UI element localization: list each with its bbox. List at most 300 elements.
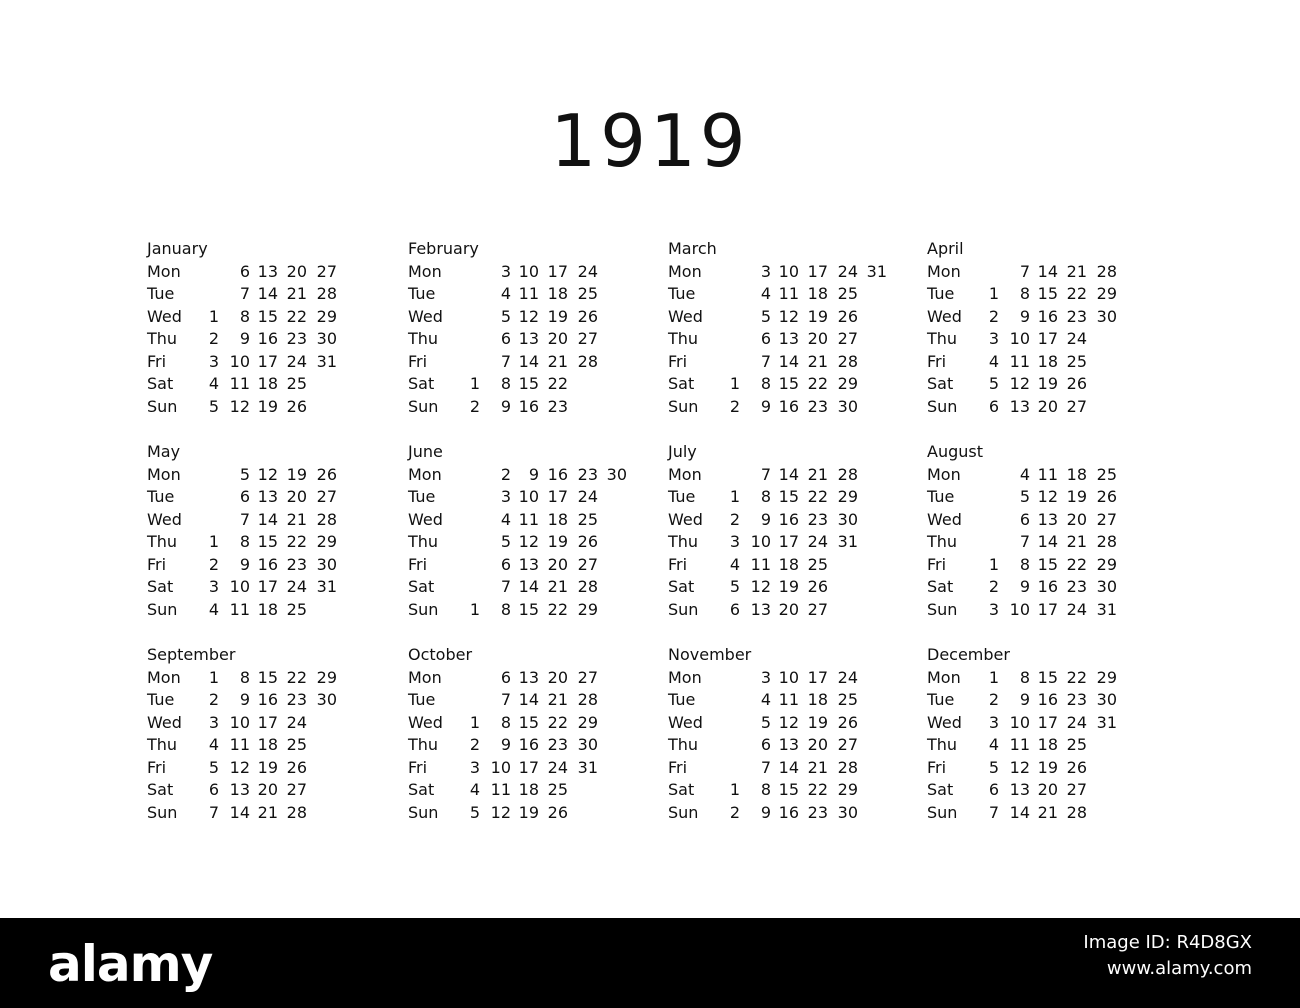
day-number: 29 xyxy=(1096,667,1117,687)
weekday-label: Sat xyxy=(927,577,954,596)
day-number xyxy=(458,531,480,553)
day-number: 23 xyxy=(1066,690,1087,709)
day-number: 29 xyxy=(837,487,858,506)
day-number: 31 xyxy=(866,261,887,281)
day-number: 29 xyxy=(1096,284,1117,303)
weekday-label: Thu xyxy=(668,735,699,754)
day-number: 13 xyxy=(518,329,539,348)
day-number: 19 xyxy=(807,712,828,732)
day-number: 8 xyxy=(239,306,250,326)
day-number: 24 xyxy=(1066,712,1087,732)
day-number xyxy=(865,283,887,305)
day-number: 12 xyxy=(229,757,250,777)
day-number: 8 xyxy=(500,712,511,732)
day-number: 24 xyxy=(577,261,598,281)
day-number: 23 xyxy=(547,735,568,754)
day-number: 27 xyxy=(1066,396,1087,416)
day-number: 5 xyxy=(760,306,771,326)
weekday-label: Fri xyxy=(147,757,167,777)
weekday-label: Sun xyxy=(147,802,178,822)
day-number: 4 xyxy=(760,690,771,709)
day-number: 10 xyxy=(229,351,250,371)
weekday-label: Mon xyxy=(147,261,181,281)
weekday-row-wed xyxy=(408,509,658,531)
day-number: 27 xyxy=(1096,509,1117,529)
weekday-label: Sat xyxy=(668,374,695,393)
day-number: 28 xyxy=(577,690,598,709)
day-number xyxy=(576,373,598,395)
day-number: 12 xyxy=(778,306,799,326)
weekday-label: Thu xyxy=(668,532,699,551)
day-number: 9 xyxy=(500,396,511,416)
weekday-row-sat xyxy=(927,373,1177,395)
day-number: 31 xyxy=(577,757,598,777)
day-number: 12 xyxy=(1009,757,1030,777)
day-number xyxy=(458,509,480,531)
day-number: 17 xyxy=(807,261,828,281)
weekday-label: Sat xyxy=(147,780,174,799)
day-number: 28 xyxy=(837,464,858,484)
day-number: 10 xyxy=(229,577,250,596)
day-number xyxy=(458,351,480,373)
image-id-text: Image ID: R4D8GX xyxy=(1083,932,1252,953)
weekday-label: Sun xyxy=(927,802,958,822)
weekday-row-mon xyxy=(408,464,658,486)
weekday-row-thu xyxy=(408,328,658,350)
day-number xyxy=(1095,373,1117,395)
day-number: 6 xyxy=(760,329,771,348)
day-number: 23 xyxy=(577,464,598,484)
day-number: 9 xyxy=(1019,690,1030,709)
day-number: 26 xyxy=(577,532,598,551)
day-number: 25 xyxy=(807,554,828,574)
day-number: 21 xyxy=(807,757,828,777)
day-number: 24 xyxy=(807,532,828,551)
day-number: 4 xyxy=(988,351,999,371)
weekday-label: Sun xyxy=(408,802,439,822)
calendar-year-title: 1919 xyxy=(550,99,750,183)
day-number: 20 xyxy=(257,780,278,799)
weekday-label: Tue xyxy=(668,487,696,506)
day-number: 20 xyxy=(547,329,568,348)
day-number: 21 xyxy=(547,351,568,371)
day-number: 10 xyxy=(518,487,539,506)
day-number: 28 xyxy=(837,351,858,371)
day-number: 5 xyxy=(988,757,999,777)
weekday-label: Sun xyxy=(927,396,958,416)
day-number: 3 xyxy=(469,757,480,777)
month-july xyxy=(668,441,918,626)
day-number: 12 xyxy=(490,802,511,822)
weekday-row-mon xyxy=(408,261,658,283)
day-number xyxy=(865,396,887,418)
day-number xyxy=(1095,802,1117,824)
day-number: 29 xyxy=(1096,554,1117,574)
day-number: 10 xyxy=(1009,329,1030,348)
day-number xyxy=(458,486,480,508)
day-number: 14 xyxy=(778,464,799,484)
weekday-row-thu xyxy=(927,734,1177,756)
weekday-label: Mon xyxy=(408,261,442,281)
day-number xyxy=(1095,757,1117,779)
month-february xyxy=(408,238,658,423)
weekday-row-fri xyxy=(668,351,918,373)
weekday-row-tue xyxy=(147,283,397,305)
day-number: 10 xyxy=(1009,599,1030,619)
weekday-label: Thu xyxy=(408,329,439,348)
day-number: 15 xyxy=(1037,284,1058,303)
day-number xyxy=(718,757,740,779)
weekday-label: Thu xyxy=(408,735,439,754)
day-number: 25 xyxy=(1066,351,1087,371)
day-number xyxy=(865,351,887,373)
weekday-label: Tue xyxy=(147,487,175,506)
day-number: 16 xyxy=(1037,306,1058,326)
day-number: 4 xyxy=(500,509,511,529)
day-number xyxy=(605,599,627,621)
day-number: 22 xyxy=(1066,554,1087,574)
day-number: 24 xyxy=(577,487,598,506)
day-number: 10 xyxy=(490,757,511,777)
day-number: 15 xyxy=(778,374,799,393)
day-number: 23 xyxy=(807,802,828,822)
day-number: 16 xyxy=(257,329,278,348)
weekday-label: Mon xyxy=(668,464,702,484)
day-number: 17 xyxy=(257,351,278,371)
day-number: 30 xyxy=(837,802,858,822)
day-number xyxy=(836,576,858,598)
weekday-row-fri xyxy=(927,351,1177,373)
day-number: 29 xyxy=(837,374,858,393)
day-number: 20 xyxy=(547,554,568,574)
weekday-label: Fri xyxy=(147,351,167,371)
weekday-label: Wed xyxy=(668,306,703,326)
weekday-label: Mon xyxy=(668,261,702,281)
weekday-row-fri xyxy=(408,351,658,373)
day-number: 2 xyxy=(208,329,219,348)
day-number: 18 xyxy=(257,735,278,754)
day-number: 21 xyxy=(286,284,307,303)
month-january xyxy=(147,238,397,423)
weekday-label: Thu xyxy=(927,532,958,551)
day-number: 23 xyxy=(286,329,307,348)
day-number: 15 xyxy=(518,712,539,732)
day-number: 13 xyxy=(257,487,278,506)
day-number: 1 xyxy=(208,667,219,687)
weekday-label: Wed xyxy=(927,509,962,529)
day-number: 20 xyxy=(286,261,307,281)
day-number: 14 xyxy=(257,509,278,529)
weekday-label: Tue xyxy=(408,487,436,506)
day-number: 17 xyxy=(518,757,539,777)
day-number: 27 xyxy=(316,261,337,281)
weekday-row-sun xyxy=(927,396,1177,418)
weekday-row-fri xyxy=(408,757,658,779)
day-number: 9 xyxy=(760,509,771,529)
weekday-label: Wed xyxy=(147,712,182,732)
weekday-label: Sun xyxy=(408,599,439,619)
month-name: August xyxy=(927,442,983,461)
weekday-label: Tue xyxy=(927,487,955,506)
day-number: 6 xyxy=(208,780,219,799)
day-number: 20 xyxy=(807,735,828,754)
day-number: 29 xyxy=(577,599,598,619)
day-number: 18 xyxy=(1037,351,1058,371)
day-number: 18 xyxy=(807,690,828,709)
day-number xyxy=(315,802,337,824)
month-october xyxy=(408,644,658,829)
weekday-row-wed xyxy=(147,509,397,531)
day-number: 16 xyxy=(547,464,568,484)
day-number: 20 xyxy=(1037,780,1058,799)
month-september xyxy=(147,644,397,829)
day-number: 14 xyxy=(1037,261,1058,281)
day-number: 25 xyxy=(286,735,307,754)
day-number: 18 xyxy=(547,509,568,529)
day-number: 19 xyxy=(518,802,539,822)
day-number xyxy=(977,261,999,283)
weekday-label: Fri xyxy=(147,554,167,574)
weekday-label: Sat xyxy=(408,577,435,596)
weekday-row-thu xyxy=(408,734,658,756)
day-number: 22 xyxy=(807,374,828,393)
day-number xyxy=(315,734,337,756)
day-number: 24 xyxy=(286,712,307,732)
day-number xyxy=(197,509,219,531)
weekday-row-sun xyxy=(927,599,1177,621)
day-number: 5 xyxy=(729,577,740,596)
weekday-row-mon xyxy=(147,261,397,283)
month-name: June xyxy=(408,442,443,461)
day-number: 29 xyxy=(316,306,337,326)
day-number: 25 xyxy=(577,509,598,529)
weekday-label: Fri xyxy=(668,757,688,777)
day-number: 28 xyxy=(577,351,598,371)
weekday-label: Wed xyxy=(668,712,703,732)
day-number: 12 xyxy=(778,712,799,732)
day-number: 20 xyxy=(547,667,568,687)
day-number: 1 xyxy=(729,487,740,506)
day-number: 13 xyxy=(750,599,771,619)
day-number: 11 xyxy=(518,284,539,303)
day-number xyxy=(458,283,480,305)
weekday-row-mon xyxy=(927,261,1177,283)
day-number: 16 xyxy=(778,802,799,822)
weekday-label: Mon xyxy=(408,667,442,687)
day-number xyxy=(458,261,480,283)
day-number: 11 xyxy=(1009,351,1030,371)
day-number: 24 xyxy=(547,757,568,777)
day-number: 2 xyxy=(208,554,219,574)
day-number: 30 xyxy=(1096,306,1117,326)
weekday-row-sun xyxy=(668,396,918,418)
day-number xyxy=(576,802,598,824)
day-number: 31 xyxy=(1096,712,1117,732)
day-number: 22 xyxy=(1066,667,1087,687)
weekday-label: Wed xyxy=(147,509,182,529)
day-number: 15 xyxy=(257,306,278,326)
weekday-row-wed xyxy=(668,306,918,328)
weekday-label: Tue xyxy=(408,690,436,709)
day-number: 7 xyxy=(500,351,511,371)
day-number: 9 xyxy=(760,396,771,416)
month-name: January xyxy=(147,239,208,258)
month-name: December xyxy=(927,645,1010,664)
day-number: 22 xyxy=(547,599,568,619)
day-number: 3 xyxy=(988,329,999,348)
day-number: 4 xyxy=(988,735,999,754)
day-number xyxy=(458,576,480,598)
weekday-label: Wed xyxy=(668,509,703,529)
day-number: 6 xyxy=(760,735,771,754)
day-number: 30 xyxy=(1096,577,1117,596)
day-number: 11 xyxy=(229,374,250,393)
day-number: 12 xyxy=(518,306,539,326)
day-number: 10 xyxy=(1009,712,1030,732)
weekday-row-thu xyxy=(668,328,918,350)
day-number: 22 xyxy=(807,780,828,799)
day-number: 2 xyxy=(208,690,219,709)
day-number xyxy=(458,554,480,576)
day-number: 7 xyxy=(500,690,511,709)
day-number: 31 xyxy=(316,577,337,596)
day-number: 8 xyxy=(500,599,511,619)
day-number: 12 xyxy=(750,577,771,596)
day-number: 21 xyxy=(547,577,568,596)
day-number: 26 xyxy=(1066,374,1087,393)
weekday-row-sun xyxy=(668,599,918,621)
weekday-row-thu xyxy=(147,734,397,756)
day-number xyxy=(865,328,887,350)
day-number: 20 xyxy=(286,487,307,506)
day-number xyxy=(718,351,740,373)
day-number: 10 xyxy=(750,532,771,551)
day-number: 21 xyxy=(807,351,828,371)
day-number: 24 xyxy=(1066,329,1087,348)
weekday-row-thu xyxy=(927,531,1177,553)
day-number: 9 xyxy=(239,329,250,348)
day-number: 15 xyxy=(1037,554,1058,574)
day-number: 26 xyxy=(286,396,307,416)
weekday-label: Thu xyxy=(147,735,178,754)
day-number: 19 xyxy=(547,532,568,551)
day-number: 26 xyxy=(837,712,858,732)
day-number: 15 xyxy=(778,780,799,799)
weekday-row-mon xyxy=(668,464,918,486)
day-number: 31 xyxy=(316,351,337,371)
month-march xyxy=(668,238,918,423)
day-number xyxy=(718,464,740,486)
weekday-label: Thu xyxy=(147,532,178,551)
month-november xyxy=(668,644,918,829)
day-number: 11 xyxy=(778,690,799,709)
day-number: 1 xyxy=(988,284,999,303)
day-number: 22 xyxy=(547,712,568,732)
day-number: 27 xyxy=(1066,780,1087,799)
day-number: 4 xyxy=(208,374,219,393)
day-number: 2 xyxy=(469,735,480,754)
day-number: 3 xyxy=(500,487,511,506)
day-number: 18 xyxy=(547,284,568,303)
day-number: 25 xyxy=(547,780,568,799)
day-number: 13 xyxy=(1009,780,1030,799)
weekday-label: Tue xyxy=(147,284,175,303)
day-number xyxy=(458,689,480,711)
day-number: 2 xyxy=(469,396,480,416)
day-number xyxy=(977,509,999,531)
day-number xyxy=(977,486,999,508)
weekday-row-sun xyxy=(408,396,658,418)
weekday-row-mon xyxy=(408,667,658,689)
day-number: 23 xyxy=(1066,577,1087,596)
weekday-label: Sat xyxy=(408,374,435,393)
weekday-row-sat xyxy=(927,779,1177,801)
day-number: 7 xyxy=(208,802,219,822)
weekday-row-fri xyxy=(147,757,397,779)
day-number: 27 xyxy=(316,487,337,506)
day-number: 5 xyxy=(1019,487,1030,506)
weekday-label: Wed xyxy=(408,712,443,732)
day-number: 23 xyxy=(286,554,307,574)
day-number: 3 xyxy=(500,261,511,281)
day-number: 20 xyxy=(1066,509,1087,529)
weekday-label: Mon xyxy=(147,464,181,484)
day-number xyxy=(315,712,337,734)
weekday-label: Mon xyxy=(408,464,442,484)
day-number: 5 xyxy=(760,712,771,732)
day-number: 18 xyxy=(257,599,278,619)
day-number: 16 xyxy=(257,690,278,709)
weekday-label: Tue xyxy=(147,690,175,709)
day-number: 11 xyxy=(229,599,250,619)
day-number: 17 xyxy=(1037,599,1058,619)
day-number: 14 xyxy=(229,802,250,822)
weekday-label: Thu xyxy=(408,532,439,551)
day-number: 1 xyxy=(469,374,480,393)
weekday-label: Sun xyxy=(668,802,699,822)
day-number: 15 xyxy=(518,599,539,619)
weekday-row-fri xyxy=(408,554,658,576)
day-number: 4 xyxy=(1019,464,1030,484)
weekday-row-tue xyxy=(147,486,397,508)
day-number: 3 xyxy=(208,712,219,732)
day-number: 4 xyxy=(760,284,771,303)
day-number xyxy=(315,599,337,621)
day-number: 11 xyxy=(1009,735,1030,754)
day-number xyxy=(718,306,740,328)
day-number: 4 xyxy=(729,554,740,574)
day-number xyxy=(718,261,740,283)
weekday-row-fri xyxy=(668,757,918,779)
day-number: 13 xyxy=(518,667,539,687)
day-number: 16 xyxy=(778,509,799,529)
weekday-row-thu xyxy=(668,531,918,553)
day-number xyxy=(718,734,740,756)
weekday-row-wed xyxy=(408,306,658,328)
alamy-logo: alamy xyxy=(48,935,213,993)
day-number: 7 xyxy=(500,577,511,596)
day-number: 6 xyxy=(988,780,999,799)
day-number xyxy=(836,599,858,621)
day-number xyxy=(458,464,480,486)
day-number: 20 xyxy=(807,329,828,348)
day-number: 9 xyxy=(500,735,511,754)
day-number: 9 xyxy=(760,802,771,822)
weekday-label: Tue xyxy=(668,690,696,709)
day-number xyxy=(315,396,337,418)
day-number xyxy=(1095,396,1117,418)
weekday-row-wed xyxy=(408,712,658,734)
